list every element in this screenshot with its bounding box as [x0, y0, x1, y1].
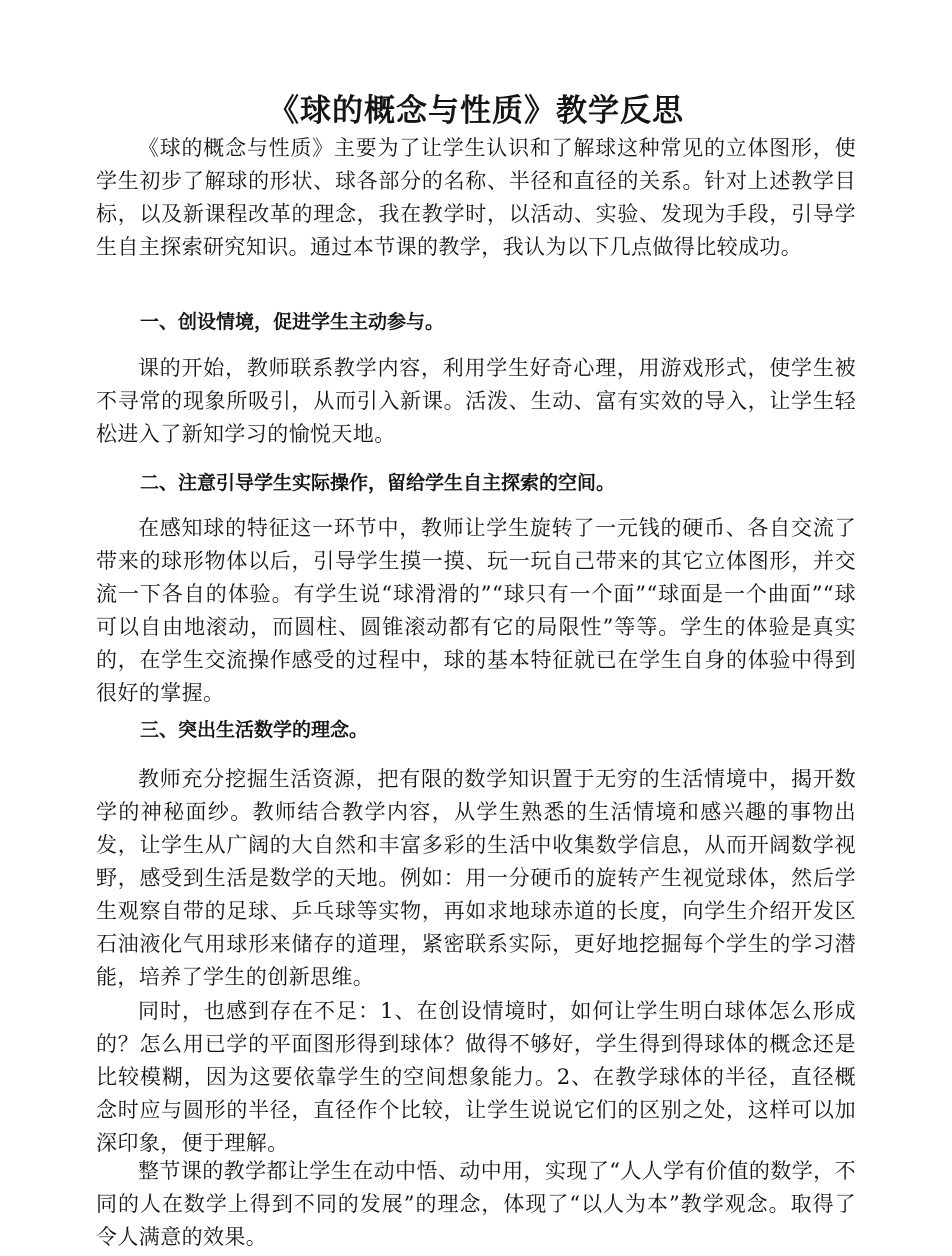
section-1-paragraph: 课的开始，教师联系教学内容，利用学生好奇心理，用游戏形式，使学生被不寻常的现象所吸引，从而引入新课。活泼、生动、富有实效的导入，让学生轻松进入了新知学习的愉悦天地。 [96, 356, 856, 446]
section-3-heading: 三、突出生活数学的理念。 [140, 719, 369, 741]
section-2-heading: 二、注意引导学生实际操作，留给学生自主探索的空间。 [140, 472, 616, 494]
shortcomings-paragraph: 同时，也感到存在不足：1、在创设情境时，如何让学生明白球体怎么形成的？怎么用已学的平面图形得到球体？做得不够好，学生得到得球体的概念还是比较模糊，因为这要依靠学生的空间想象能力。2、在教学球体的半径，直径概念时应与圆形的半径，直径作个比较，让学生说说它们的区别之处，这样可以加深印象，便于理解。 [96, 999, 856, 1155]
section-2-paragraph: 在感知球的特征这一环节中，教师让学生旋转了一元钱的硬币、各自交流了带来的球形物体以后，引导学生摸一摸、玩一玩自己带来的其它立体图形，并交流一下各自的体验。有学生说“球滑滑的”“球只有一个面”“球面是一个曲面”“球可以自由地滚动，而圆柱、圆锥滚动都有它的局限性”等等。学生的体验是真实的，在学生交流操作感受的过程中，球的基本特征就已在学生自身的体验中得到很好的掌握。 [96, 516, 856, 705]
conclusion-paragraph: 整节课的教学都让学生在动中悟、动中用，实现了“人人学有价值的数学，不同的人在数学上得到不同的发展”的理念，体现了“以人为本”教学观念。取得了令人满意的效果。 [96, 1159, 856, 1249]
section-3-paragraph: 教师充分挖掘生活资源，把有限的数学知识置于无穷的生活情境中，揭开数学的神秘面纱。教师结合教学内容，从学生熟悉的生活情境和感兴趣的事物出发，让学生从广阔的大自然和丰富多彩的生活中收集数学信息，从而开阔数学视野，感受到生活是数学的天地。例如：用一分硬币的旋转产生视觉球体，然后学生观察自带的足球、乒乓球等实物，再如求地球赤道的长度，向学生介绍开发区石油液化气用球形来储存的道理，紧密联系实际，更好地挖掘每个学生的学习潜能，培养了学生的创新思维。 [96, 767, 856, 989]
section-1-heading: 一、创设情境，促进学生主动参与。 [140, 311, 445, 333]
document-title: 《球的概念与性质》教学反思 [268, 92, 684, 129]
intro-paragraph: 《球的概念与性质》主要为了让学生认识和了解球这种常见的立体图形，使学生初步了解球的形状、球各部分的名称、半径和直径的关系。针对上述教学目标，以及新课程改革的理念，我在教学时，以活动、实验、发现为手段，引导学生自主探索研究知识。通过本节课的教学，我认为以下几点做得比较成功。 [96, 136, 856, 259]
